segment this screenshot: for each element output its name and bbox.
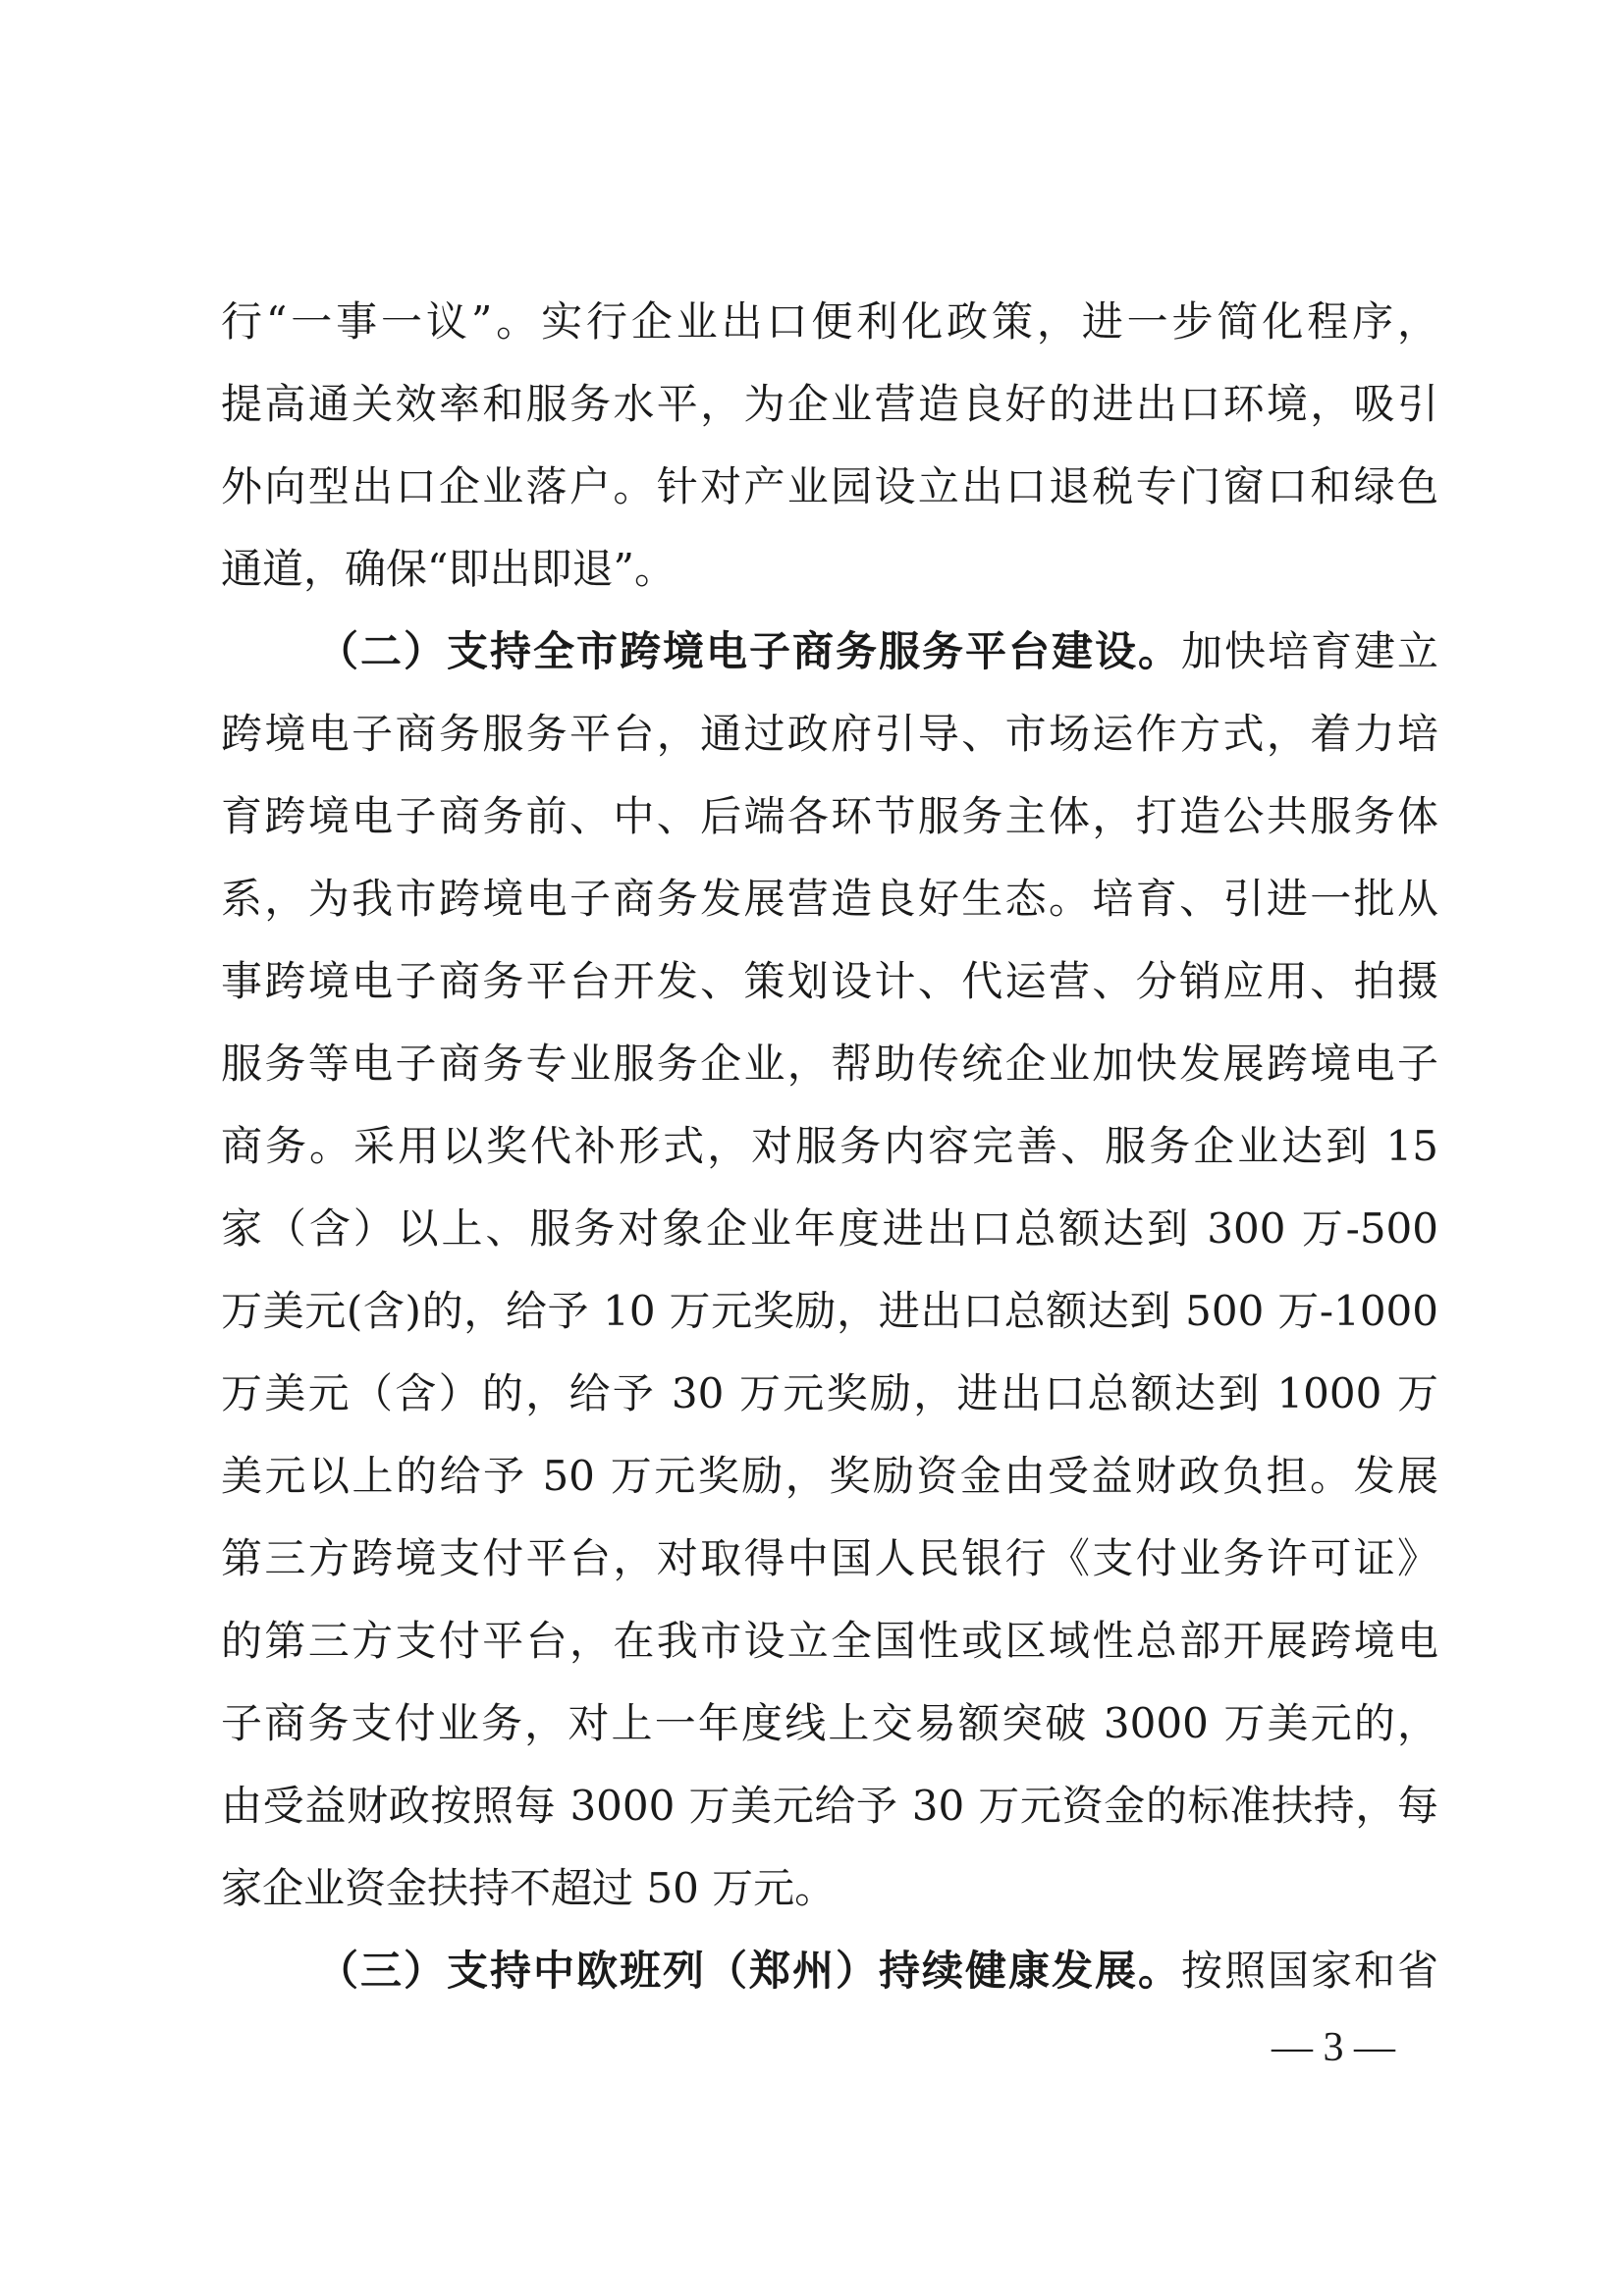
text-line-15 (221, 1435, 1438, 1518)
text-line-16-content: 第三方跨境支付平台，对取得中国人民银行《支付业务许可证》 (221, 1534, 1438, 1582)
section-two-heading-line (317, 611, 1438, 693)
text-line-12-content: 家（含）以上、服务对象企业年度进出口总额达到 300 万-500 (221, 1204, 1438, 1253)
section-three-heading: （三）支持中欧班列（郑州）持续健康发展。 (317, 1947, 1181, 1995)
text-line-15-content: 美元以上的给予 50 万元奖励，奖励资金由受益财政负担。发展 (221, 1452, 1438, 1500)
section-three-heading-continuation: 按照国家和省 (1180, 1947, 1438, 1995)
text-line-2 (221, 363, 1438, 446)
text-line-19-content: 由受益财政按照每 3000 万美元给予 30 万元资金的标准扶持，每 (221, 1782, 1438, 1830)
text-line-12 (221, 1188, 1438, 1270)
section-two-heading-continuation: 加快培育建立 (1180, 627, 1438, 675)
page-number: — 3 — (1272, 2025, 1395, 2070)
text-line-4-content: 通道，确保“即出即退”。 (221, 545, 676, 593)
text-line-14 (221, 1353, 1438, 1435)
text-line-8-content: 系，为我市跨境电子商务发展营造良好生态。培育、引进一批从 (221, 875, 1438, 923)
text-line-10-content: 服务等电子商务专业服务企业，帮助传统企业加快发展跨境电子 (221, 1040, 1438, 1088)
text-line-6 (221, 693, 1438, 775)
text-line-7-content: 育跨境电子商务前、中、后端各环节服务主体，打造公共服务体 (221, 792, 1438, 840)
text-line-11-content: 商务。采用以奖代补形式，对服务内容完善、服务企业达到 15 (221, 1122, 1438, 1170)
text-line-11 (221, 1105, 1438, 1188)
text-line-10 (221, 1023, 1438, 1105)
text-line-8 (221, 858, 1438, 940)
text-line-18 (221, 1682, 1438, 1765)
text-line-20 (221, 1847, 1438, 1930)
text-line-4 (221, 528, 1438, 611)
text-line-13 (221, 1270, 1438, 1353)
text-line-20-content: 家企业资金扶持不超过 50 万元。 (221, 1864, 837, 1912)
section-three-heading-line (317, 1930, 1438, 2012)
text-line-17-content: 的第三方支付平台，在我市设立全国性或区域性总部开展跨境电 (221, 1617, 1438, 1665)
text-line-19 (221, 1765, 1438, 1847)
text-line-13-content: 万美元(含)的，给予 10 万元奖励，进出口总额达到 500 万-1000 (221, 1287, 1438, 1335)
text-line-14-content: 万美元（含）的，给予 30 万元奖励，进出口总额达到 1000 万 (221, 1369, 1438, 1417)
text-line-18-content: 子商务支付业务，对上一年度线上交易额突破 3000 万美元的， (221, 1699, 1438, 1747)
text-line-2-content: 提高通关效率和服务水平，为企业营造良好的进出口环境，吸引 (221, 380, 1438, 428)
text-line-9 (221, 940, 1438, 1023)
text-line-3-content: 外向型出口企业落户。针对产业园设立出口退税专门窗口和绿色 (221, 462, 1438, 510)
text-line-1-content: 行“一事一议”。实行企业出口便利化政策，进一步简化程序， (221, 297, 1438, 346)
section-two-heading: （二）支持全市跨境电子商务服务平台建设。 (317, 627, 1181, 675)
text-line-16 (221, 1518, 1438, 1600)
text-line-6-content: 跨境电子商务服务平台，通过政府引导、市场运作方式，着力培 (221, 710, 1438, 758)
text-line-3 (221, 446, 1438, 528)
text-line-7 (221, 775, 1438, 858)
text-line-1 (221, 281, 1438, 363)
text-line-17 (221, 1600, 1438, 1682)
text-line-9-content: 事跨境电子商务平台开发、策划设计、代运营、分销应用、拍摄 (221, 957, 1438, 1005)
